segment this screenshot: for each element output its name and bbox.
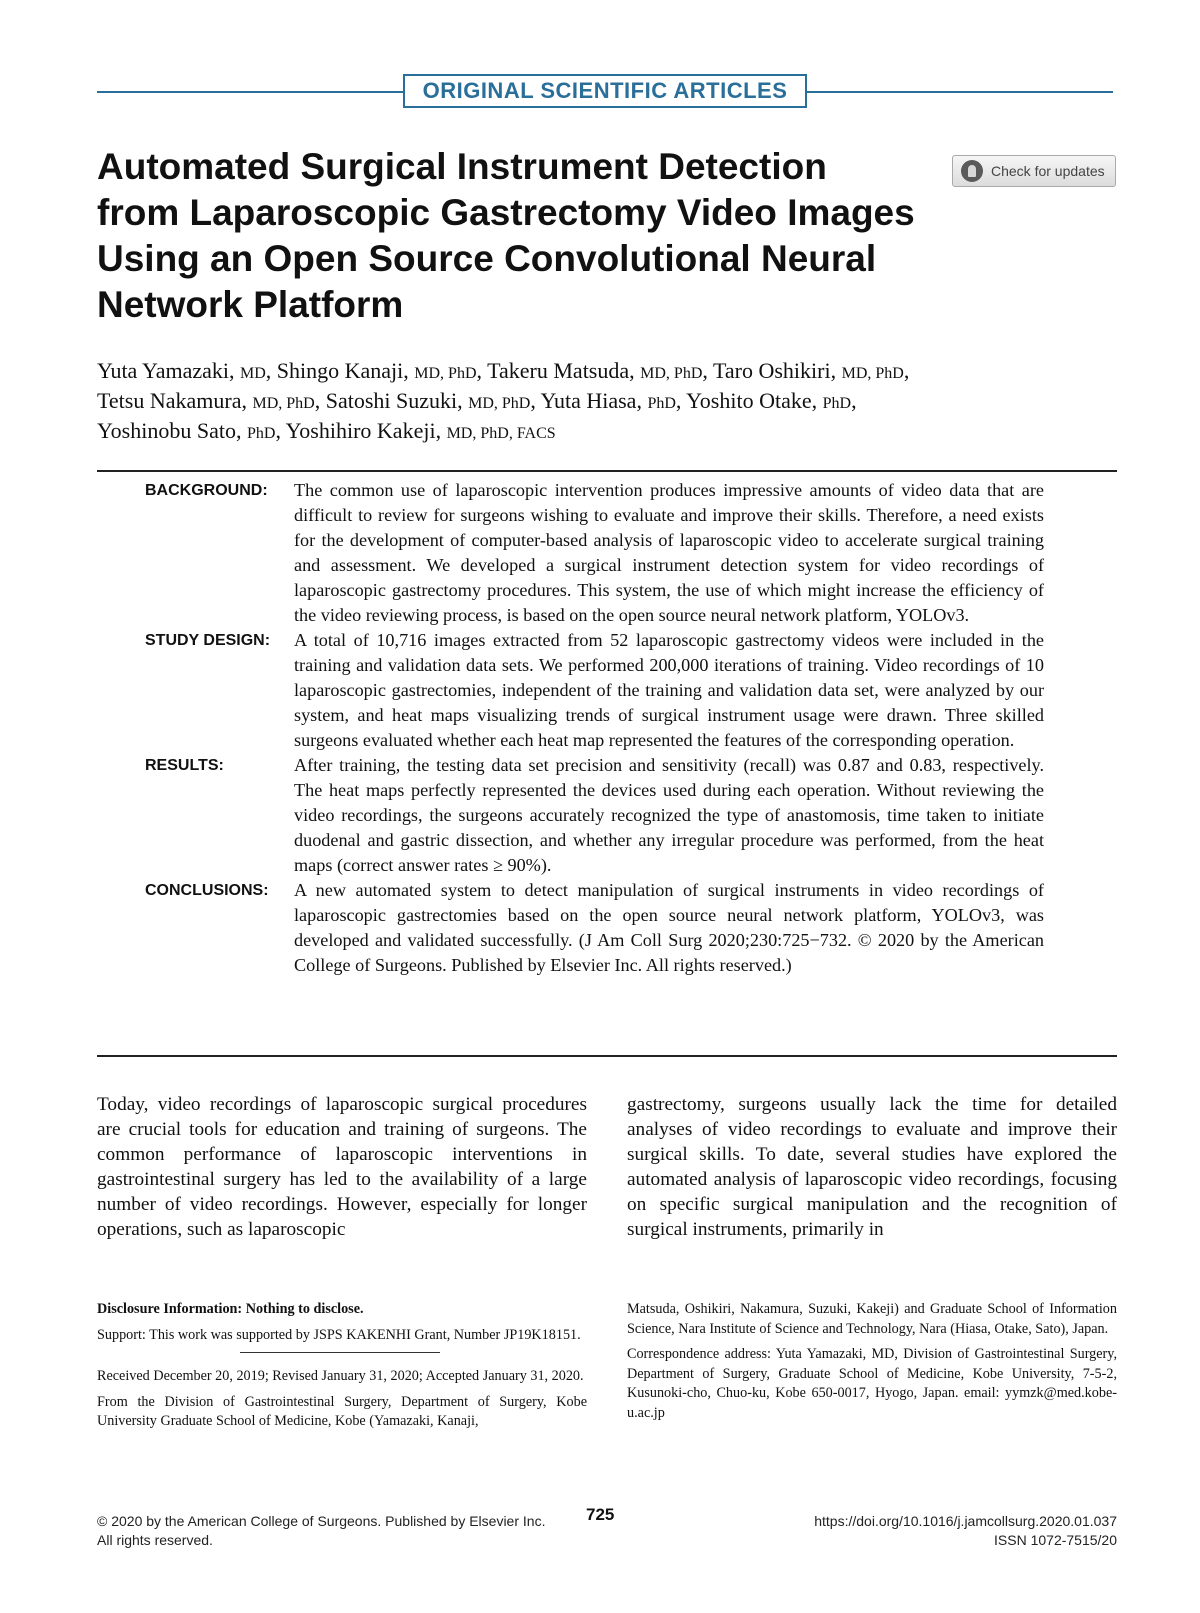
- author-degree: MD, PhD: [252, 395, 315, 412]
- section-label: ORIGINAL SCIENTIFIC ARTICLES: [403, 74, 807, 108]
- author-name: Takeru Matsuda: [487, 358, 630, 383]
- author-name: Yoshihiro Kakeji: [285, 418, 436, 443]
- abstract: [97, 478, 1117, 978]
- author-name: Yuta Yamazaki: [97, 358, 229, 383]
- header-rule-right: [807, 91, 1113, 93]
- body-column-left: Today, video recordings of laparoscopic surgical procedures are crucial tools for education and training of surgeons. The common performance of laparoscopic interventions in gastrointestinal surgery has led to the availability of a large number of video recordings. However, especially for longer operations, such as laparoscopic: [97, 1094, 587, 1240]
- abstract-label: CONCLUSIONS:: [145, 882, 269, 899]
- affiliation-note: From the Division of Gastrointestinal Surgery, Department of Surgery, Kobe University Graduate School of Medicine, Kobe (Yamazaki, Kanaji,: [97, 1393, 587, 1429]
- correspondence-note: Correspondence address: Yuta Yamazaki, MD, Division of Gastrointestinal Surgery, Department of Surgery, Graduate School of Medicine, Kobe University, 7-5-2, Kusunoki-cho, Chuo-ku, Kobe 650-0017, Hyogo, Japan. email: yymzk@med.kobe-u.ac.jp: [627, 1346, 1117, 1421]
- issn: ISSN 1072-7515/20: [994, 1532, 1117, 1548]
- author-name: Tetsu Nakamura: [97, 388, 242, 413]
- author-degree: PhD: [246, 425, 276, 442]
- section-header: [97, 74, 1113, 110]
- abstract-study-design: [97, 628, 1117, 753]
- author-degree: MD: [239, 365, 266, 382]
- author-name: Taro Oshikiri: [712, 358, 831, 383]
- author-degree: MD, PhD: [468, 395, 531, 412]
- page-number: 725: [586, 1505, 615, 1524]
- author-degree: MD, PhD: [640, 365, 703, 382]
- abstract-conclusions: [97, 878, 1117, 978]
- author-degree: PhD: [647, 395, 676, 412]
- abstract-background: [97, 478, 1117, 628]
- received-note: Received December 20, 2019; Revised January 31, 2020; Accepted January 31, 2020.: [97, 1368, 584, 1384]
- abstract-text: The common use of laparoscopic intervention produces impressive amounts of video data that are difficult to review for surgeons wishing to evaluate and improve their skills. Therefore, a need exists for the development of computer-based analysis of laparoscopic video to accelerate surgical training and assessment. We developed a surgical instrument detection system for video recordings of laparoscopic gastrectomy procedures. This system, the use of which might increase the efficiency of the video reviewing process, is based on the open source neural network platform, YOLOv3.: [294, 480, 1044, 625]
- author-degree: MD, PhD: [414, 365, 477, 382]
- footer-copyright: [97, 1512, 545, 1550]
- copyright-line-2: All rights reserved.: [97, 1532, 213, 1548]
- body-column-right: gastrectomy, surgeons usually lack the time for detailed analyses of video recordings to evaluate and improve their surgical skills. To date, several studies have explored the automated analysis of laparoscopic video recordings, focusing on specific surgical manipulation and the recognition of surgical instruments, primarily in: [627, 1094, 1117, 1240]
- footnote-divider: [240, 1352, 440, 1353]
- abstract-label: RESULTS:: [145, 757, 224, 774]
- support-note: Support: This work was supported by JSPS KAKENHI Grant, Number JP19K18151.: [97, 1326, 581, 1343]
- abstract-label: STUDY DESIGN:: [145, 632, 271, 649]
- article-title: Automated Surgical Instrument Detection from Laparoscopic Gastrectomy Video Images Using an Open Source Convolutional Neural Network Platform: [97, 146, 915, 325]
- header-rule-left: [97, 91, 403, 93]
- author-name: Yuta Hiasa: [540, 388, 637, 413]
- footnotes-right: [627, 1300, 1117, 1429]
- author-degree: MD, PhD: [841, 365, 904, 382]
- bookmark-icon: [961, 160, 983, 182]
- abstract-top-rule: [97, 470, 1117, 472]
- abstract-bottom-rule: [97, 1055, 1117, 1057]
- check-updates-label: Check for updates: [991, 163, 1105, 179]
- author-name: Satoshi Suzuki: [325, 388, 458, 413]
- author-name: Yoshinobu Sato: [97, 418, 236, 443]
- abstract-label: BACKGROUND:: [145, 482, 268, 499]
- footer-doi: [814, 1512, 1117, 1550]
- doi-link[interactable]: https://doi.org/10.1016/j.jamcollsurg.2020.01.037: [814, 1513, 1117, 1529]
- author-name: Shingo Kanaji: [276, 358, 404, 383]
- footnotes-left: [97, 1300, 587, 1438]
- check-for-updates-button[interactable]: [952, 155, 1116, 187]
- abstract-text: A total of 10,716 images extracted from 52 laparoscopic gastrectomy videos were included in the training and validation data sets. We performed 200,000 iterations of training. Video recordings of 10 laparoscopic gastrectomies, independent of the training and validation data set, were analyzed by our system, and heat maps visualizing trends of surgical instrument usage were drawn. Three skilled surgeons evaluated whether each heat map represented the features of the corresponding operation.: [294, 630, 1044, 750]
- author-degree: MD, PhD, FACS: [446, 425, 556, 442]
- affiliation-note-continued: Matsuda, Oshikiri, Nakamura, Suzuki, Kakeji) and Graduate School of Information Science, Nara Institute of Science and Technology, Nara (Hiasa, Otake, Sato), Japan.: [627, 1301, 1117, 1337]
- copyright-line-1: © 2020 by the American College of Surgeons. Published by Elsevier Inc.: [97, 1513, 546, 1529]
- abstract-text: After training, the testing data set precision and sensitivity (recall) was 0.87 and 0.83, respectively. The heat maps perfectly represented the devices used during each operation. Without reviewing the video recordings, the surgeons accurately recognized the type of anastomosis, time taken to initiate duodenal and gastric dissection, and whether any irregular procedure was performed, from the heat maps (correct answer rates ≥ 90%).: [294, 755, 1044, 875]
- disclosure-note: Disclosure Information: Nothing to disclose.: [97, 1301, 364, 1317]
- abstract-results: [97, 753, 1117, 878]
- author-list: Yuta Yamazaki, MD, Shingo Kanaji, MD, PhD, Takeru Matsuda, MD, PhD, Taro Oshikiri, MD, PhD, Tetsu Nakamura, MD, PhD, Satoshi Suzuki, MD, PhD, Yuta Hiasa, PhD, Yoshito Otake, PhD, Yoshinobu Sato, PhD, Yoshihiro Kakeji, MD, PhD, FACS: [97, 358, 910, 443]
- author-name: Yoshito Otake: [686, 388, 812, 413]
- abstract-text: A new automated system to detect manipulation of surgical instruments in video recordings of laparoscopic gastrectomies based on the open source neural network platform, YOLOv3, was developed and validated successfully. (J Am Coll Surg 2020;230:725−732. © 2020 by the American College of Surgeons. Published by Elsevier Inc. All rights reserved.): [294, 880, 1044, 975]
- author-degree: PhD: [822, 395, 852, 412]
